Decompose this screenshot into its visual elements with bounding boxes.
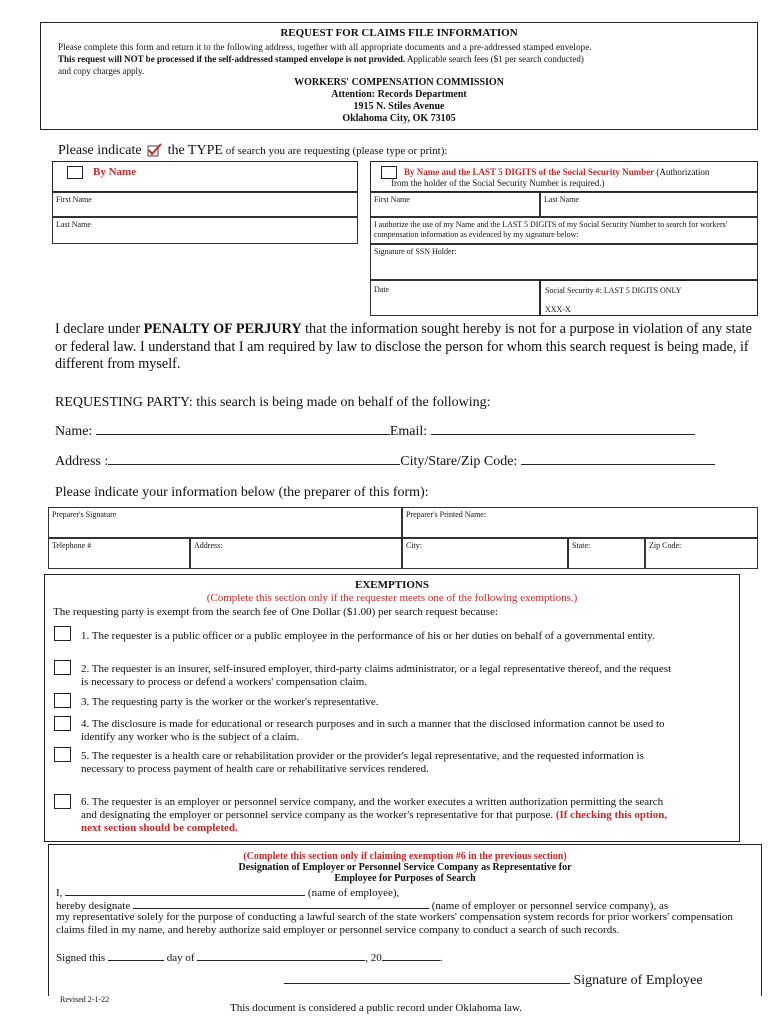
by-ssn-box: By Name and the LAST 5 DIGITS of the Social Security Number (Authorization from the holder of the Social Security Number is required.) xyxy=(370,161,758,192)
exemptions-box xyxy=(44,574,740,842)
exemption-1-text: 1. The requester is a public officer or a public employee in the performance of his or her duties on behalf of a governmental entity. xyxy=(81,630,655,642)
form-title: REQUEST FOR CLAIMS FILE INFORMATION xyxy=(280,27,518,39)
requesting-name-label: Name: xyxy=(55,424,93,439)
ssn-digits-field[interactable] xyxy=(540,280,758,316)
requesting-heading: REQUESTING PARTY: this search is being made on behalf of the following: xyxy=(55,395,491,410)
requesting-email-field[interactable] xyxy=(431,422,695,435)
preparer-printed-name-field[interactable]: Preparer's Printed Name: xyxy=(402,507,758,538)
ssn-last-name-field[interactable]: Last Name xyxy=(540,192,758,217)
indicate-type: the TYPE xyxy=(167,143,223,158)
org-name: WORKERS' COMPENSATION COMMISSION xyxy=(294,77,504,88)
by-name-checkbox[interactable] xyxy=(67,166,83,179)
instructions-line1: Please complete this form and return it to the following address, together with all appropriate documents and a pre-addressed stamped envelope. xyxy=(58,42,592,52)
ssn-first-name-field[interactable]: First Name xyxy=(370,192,540,217)
preparer-signature-field[interactable]: Preparer's Signature xyxy=(48,507,402,538)
first-name-field[interactable]: First Name xyxy=(52,192,358,217)
signed-month-field[interactable] xyxy=(197,950,365,961)
instructions-warning: This request will NOT be processed if the self-addressed stamped envelope is not provided. xyxy=(58,54,406,64)
city-address: Oklahoma City, OK 73105 xyxy=(342,113,456,124)
by-name-label: By Name xyxy=(93,166,137,178)
employee-signature-label: Signature of Employee xyxy=(573,973,703,988)
preparer-address-field[interactable]: Address: xyxy=(190,538,402,569)
exemption-2-text: 2. The requester is an insurer, self-insured employer, third-party claims administrator, or a legal representative thereof, and the request is necessary to process or defend a workers' compensation claim. xyxy=(81,663,672,688)
indicate-suffix: of search you are requesting (please type or print): xyxy=(222,145,448,157)
requesting-email-label: Email: xyxy=(389,424,428,439)
requesting-name-field[interactable] xyxy=(96,422,390,435)
ssn-mask: XXX-X xyxy=(545,305,571,314)
exemptions-title: EXEMPTIONS xyxy=(355,579,429,591)
ssn-authorization-text: I authorize the use of my Name and the LAST 5 DIGITS of my Social Security Number to search for workers' compensation information as evidenced by my signature below: xyxy=(370,217,758,244)
by-ssn-label: By Name and the LAST 5 DIGITS of the Social Security Number xyxy=(404,167,655,177)
ssn-digits-label: Social Security #: LAST 5 DIGITS ONLY xyxy=(545,286,682,295)
exemptions-subtitle: (Complete this section only if the requester meets one of the following exemptions.) xyxy=(206,592,578,604)
preparer-heading: Please indicate your information below (the preparer of this form): xyxy=(55,485,429,500)
designation-body: my representative solely for the purpose of conducting a lawful search of the state workers' compensation system records for prior workers' compensation claims filed in my name, and hereby authorize said employer or personnel service company to conduct a search of such records. xyxy=(56,911,733,936)
ssn-signature-field[interactable]: Signature of SSN Holder: xyxy=(370,244,758,280)
checkmark-icon xyxy=(146,143,164,157)
designation-instruction: (Complete this section only if claiming exemption #6 in the previous section) xyxy=(243,851,567,862)
instructions-fees: Applicable search fees ($1 per search conducted) xyxy=(405,54,584,64)
exemption-4-text: 4. The disclosure is made for educational or research purposes and in such a manner that the disclosed information cannot be used to identify any worker who is the subject of a claim. xyxy=(81,718,665,743)
revised-date: Revised 2-1-22 xyxy=(60,995,110,1004)
header-box xyxy=(40,22,758,130)
last-name-field[interactable]: Last Name xyxy=(52,217,358,244)
by-name-box xyxy=(52,161,358,192)
designation-title-2: Employee for Purposes of Search xyxy=(334,873,476,884)
preparer-zip-field[interactable]: Zip Code: xyxy=(645,538,758,569)
requesting-csz-label: City/Stare/Zip Code: xyxy=(400,454,518,469)
requesting-address-field[interactable] xyxy=(108,452,400,465)
exemption-2-checkbox[interactable] xyxy=(54,660,71,675)
exemption-6-text: 6. The requester is an employer or personnel service company, and the worker executes a written authorization permitting the search and designating the employer or personnel service company as the worker's representative for that purpose. (If checking this option, next section should be completed. xyxy=(81,796,668,834)
street-address: 1915 N. Stiles Avenue xyxy=(353,101,445,112)
exemption-4-checkbox[interactable] xyxy=(54,716,71,731)
requesting-address-label: Address : xyxy=(55,454,109,469)
exemption-5-text: 5. The requester is a health care or rehabilitation provider or the provider's legal representative, and the requested information is necessary to process payment of health care or rehabilitative services rendered. xyxy=(81,750,644,775)
perjury-declaration: I declare under PENALTY OF PERJURY that the information sought hereby is not for a purpose in violation of any state or federal law. I understand that I am required by law to disclose the person for whom this search request is being made, if different from myself. xyxy=(55,321,752,372)
by-ssn-note: from the holder of the Social Security Number is required.) xyxy=(391,178,605,188)
public-record-note: This document is considered a public record under Oklahoma law. xyxy=(230,1002,522,1014)
exemption-6-checkbox[interactable] xyxy=(54,794,71,809)
requesting-csz-field[interactable] xyxy=(521,452,715,465)
signed-year-field[interactable] xyxy=(382,950,440,961)
exemption-6-note: (If checking this option, next section should be completed. xyxy=(81,809,668,834)
designation-box: (Complete this section only if claiming exemption #6 in the previous section) Designation of Employer or Personnel Service Company as Representative for Employee for Purposes of Search I, (name of employee), hereby designate (name of employer or personnel service company), as my representative solely for the purpose of conducting a lawful search of the state workers' compensation system records for prior workers' compensation claims filed in my name, and hereby authorize said employer or personnel service company to conduct a search of such records. Signed this day of , 20 . Signature of Employee xyxy=(48,844,762,996)
employer-name-field[interactable] xyxy=(133,898,429,909)
exemption-3-text: 3. The requesting party is the worker or the worker's representative. xyxy=(81,696,379,708)
exemption-5-checkbox[interactable] xyxy=(54,747,71,762)
exemption-1-checkbox[interactable] xyxy=(54,626,71,641)
preparer-city-field[interactable]: City: xyxy=(402,538,568,569)
indicate-prefix: Please indicate xyxy=(58,143,142,158)
attention-line: Attention: Records Department xyxy=(331,89,467,100)
instructions-line3: and copy charges apply. xyxy=(58,66,145,76)
employee-name-field[interactable] xyxy=(65,885,305,896)
employee-signature-field[interactable] xyxy=(284,971,570,984)
exemption-3-checkbox[interactable] xyxy=(54,693,71,708)
ssn-date-field[interactable]: Date xyxy=(370,280,540,316)
preparer-telephone-field[interactable]: Telephone # xyxy=(48,538,190,569)
exemptions-intro: The requesting party is exempt from the search fee of One Dollar ($1.00) per search request because: xyxy=(53,606,499,618)
preparer-state-field[interactable]: State: xyxy=(568,538,645,569)
signed-day-field[interactable] xyxy=(108,950,164,961)
designation-title-1: Designation of Employer or Personnel Service Company as Representative for xyxy=(238,862,572,873)
